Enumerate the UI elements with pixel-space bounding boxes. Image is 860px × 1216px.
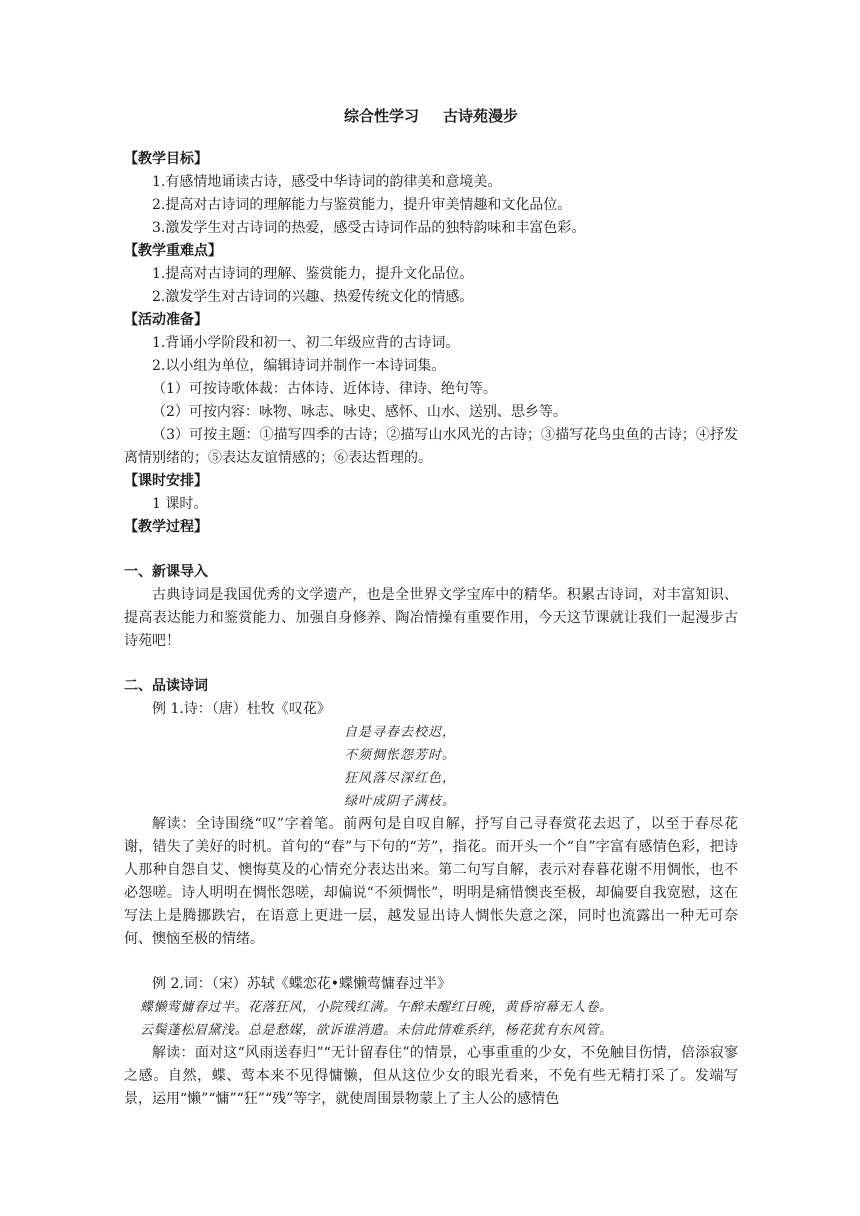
section2-heading: 二、品读诗词 (124, 678, 208, 694)
prep-item: 2.以小组为单位，编辑诗词并制作一本诗词集。 (152, 358, 446, 374)
title-part2: 古诗苑漫步 (443, 107, 519, 125)
schedule-text: 1 课时。 (152, 496, 208, 512)
process-heading: 【教学过程】 (124, 519, 208, 535)
prep-subitem: （1）可按诗歌体裁：古体诗、近体诗、律诗、绝句等。 (152, 381, 497, 397)
poem-line: 绿叶成阴子满枝。 (344, 794, 457, 809)
poem-line: 自是寻春去校迟， (344, 725, 457, 740)
example1-analysis: 解读：全诗围绕“叹”字着笔。前两句是自叹自解，抒写自己寻春赏花去迟了，以至于春尽花谢，错失了美好的时机。首句的“春”与下句的“芳”，指花。而开头一个“自”字富有感情色彩，把诗人那种自怨自艾、懊悔莫及的心情充分表达出来。第二句写自解，表示对春暮花谢不用惆怅，也不必怨嗟。诗人明明在惆怅怨嗟，却偏说“不须惆怅”，明明是痛惜懊丧至极，却偏要自我宽慰，这在写法上是腾挪跌宕，在语意上更进一层，越发显出诗人惆怅失意之深，同时也流露出一种无可奈何、懊恼至极的情绪。 (124, 816, 738, 947)
title-part1: 综合性学习 (343, 107, 419, 125)
section1-text: 古典诗词是我国优秀的文学遗产，也是全世界文学宝库中的精华。积累古诗词，对丰富知识、提高表达能力和鉴赏能力、加强自身修养、陶冶情操有重要作用，今天这节课就让我们一起漫步古诗苑吧！ (124, 587, 738, 649)
prep-subitem: （2）可按内容：咏物、咏志、咏史、感怀、山水、送别、思乡等。 (152, 404, 567, 420)
keypoints-heading: 【教学重难点】 (124, 243, 222, 259)
keypoint-item: 2.激发学生对古诗词的兴趣、热爱传统文化的情感。 (152, 289, 474, 305)
goal-item: 3.激发学生对古诗词的热爱，感受古诗词作品的独特韵味和丰富色彩。 (152, 220, 586, 236)
ci-line: 蝶懒莺慵春过半。花落狂风，小院残红满。午醉未醒红日晚，黄昏帘幕无人卷。 (140, 1000, 613, 1015)
keypoint-item: 1.提高对古诗词的理解、鉴赏能力，提升文化品位。 (152, 266, 474, 282)
goal-item: 1.有感情地诵读古诗，感受中华诗词的韵律美和意境美。 (152, 174, 502, 190)
document-title (124, 104, 738, 128)
example2-analysis: 解读：面对这“风雨送春归”“无计留春住”的情景，心事重重的少女，不免触目伤情，倍添寂寥之感。自然，蝶、莺本来不见得慵懒，但从这位少女的眼光看来，不免有些无精打采了。发端写景，运用“懒”“慵”“狂”“残”等字，就使周围景物蒙上了主人公的感情色 (124, 1045, 738, 1107)
ci-line: 云鬓蓬松眉黛浅。总是愁媒，欲诉谁消遣。未信此情难系绊，杨花犹有东风管。 (140, 1023, 613, 1038)
poem-line: 不须惆怅怨芳时。 (344, 748, 457, 763)
prep-subitem: （3）可按主题：①描写四季的古诗；②描写山水风光的古诗；③描写花鸟虫鱼的古诗；④抒发离情别绪的；⑤表达友谊情感的；⑥表达哲理的。 (124, 427, 738, 466)
section1-heading: 一、新课导入 (124, 564, 208, 580)
goals-heading: 【教学目标】 (124, 151, 208, 167)
prep-item: 1.背诵小学阶段和初一、初二年级应背的古诗词。 (152, 335, 460, 351)
poem-line: 狂风落尽深红色， (344, 771, 457, 786)
schedule-heading: 【课时安排】 (124, 473, 208, 489)
example1-label: 例 1.诗：（唐）杜牧《叹花》 (152, 701, 331, 717)
prep-heading: 【活动准备】 (124, 312, 208, 328)
goal-item: 2.提高对古诗词的理解能力与鉴赏能力，提升审美情趣和文化品位。 (152, 197, 572, 213)
example2-label: 例 2.词：（宋）苏轼《蝶恋花•蝶懒莺慵春过半》 (152, 976, 452, 992)
